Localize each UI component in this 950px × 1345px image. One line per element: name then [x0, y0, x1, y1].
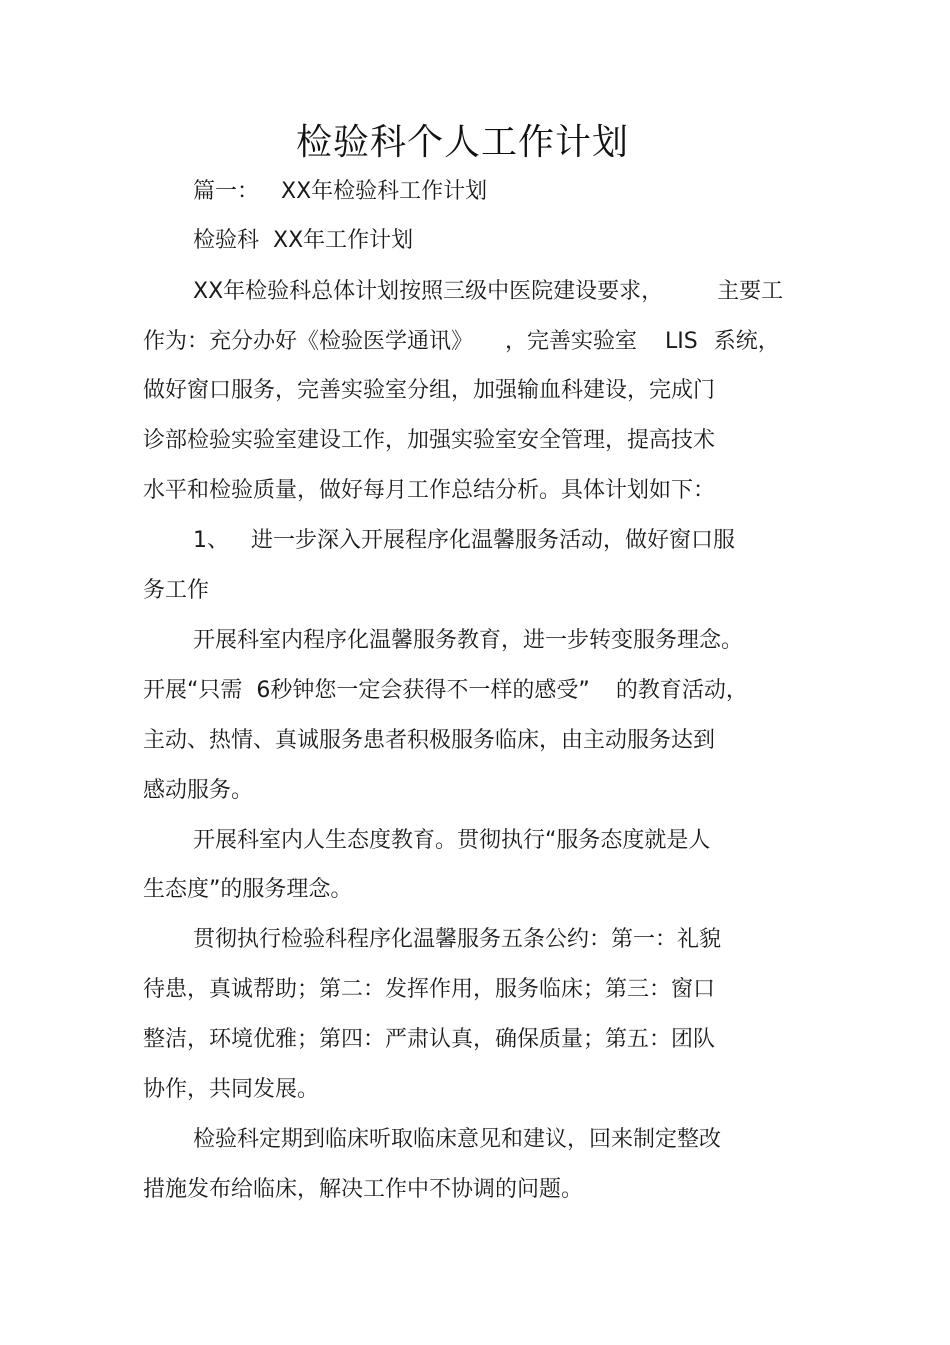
paragraph-line — [193, 277, 783, 307]
paragraph-line — [193, 226, 413, 256]
text-segment: ，完善实验室 — [505, 329, 638, 354]
paragraph-line: 检验科定期到临床听取临床意见和建议，回来制定整改 — [193, 1127, 722, 1152]
paragraph-line: 生态度”的服务理念。 — [143, 877, 353, 902]
text-segment: 进一步深入开展程序化温馨服务活动，做好窗口服 — [251, 528, 736, 553]
paragraph-line — [193, 526, 735, 556]
paragraph-line: 整洁，环境优雅；第四：严肃认真，确保质量；第五：团队 — [143, 1027, 716, 1052]
text-segment: XX年检验科总体计划按照三级中医院建设要求， — [193, 279, 664, 304]
paragraph-line: 主动、热情、真诚服务患者积极服务临床，由主动服务达到 — [143, 728, 716, 753]
paragraph-line: 协作，共同发展。 — [143, 1077, 320, 1102]
text-segment: 6秒钟您一定会获得不一样的感受” — [256, 678, 590, 703]
paragraph-line — [143, 327, 780, 357]
paragraph-line: 开展科室内人生态度教育。贯彻执行“服务态度就是人 — [193, 828, 711, 853]
text-segment: 检验科 — [193, 228, 260, 253]
text-segment: XX年检验科工作计划 — [281, 179, 488, 204]
text-segment: 系统， — [713, 329, 780, 354]
paragraph-line: 感动服务。 — [143, 778, 254, 803]
text-segment: LIS — [665, 329, 698, 354]
paragraph-line: 措施发布给临床，解决工作中不协调的问题。 — [143, 1177, 584, 1202]
text-segment: 作为：充分办好《检验医学通讯》 — [143, 329, 474, 354]
paragraph-line: 贯彻执行检验科程序化温馨服务五条公约：第一：礼貌 — [193, 927, 722, 952]
text-segment: XX年工作计划 — [273, 228, 414, 253]
paragraph-line: 务工作 — [143, 578, 210, 603]
text-segment: 开展“只需 — [143, 678, 243, 703]
text-segment: 篇一： — [193, 179, 260, 204]
paragraph-line: 开展科室内程序化温馨服务教育，进一步转变服务理念。 — [193, 628, 744, 653]
text-segment: 主要工 — [717, 279, 784, 304]
text-segment: 的教育活动， — [615, 678, 748, 703]
paragraph-line: 做好窗口服务，完善实验室分组，加强输血科建设，完成门 — [143, 378, 716, 403]
paragraph-line: 待患，真诚帮助；第二：发挥作用，服务临床；第三：窗口 — [143, 977, 716, 1002]
paragraph-line — [193, 177, 487, 207]
paragraph-line: 诊部检验实验室建设工作，加强实验室安全管理，提高技术 — [143, 428, 716, 453]
text-segment: 1、 — [193, 528, 229, 553]
paragraph-line — [143, 676, 748, 706]
document-title: 检验科个人工作计划 — [295, 122, 629, 163]
paragraph-line: 水平和检验质量，做好每月工作总结分析。具体计划如下： — [143, 478, 716, 503]
